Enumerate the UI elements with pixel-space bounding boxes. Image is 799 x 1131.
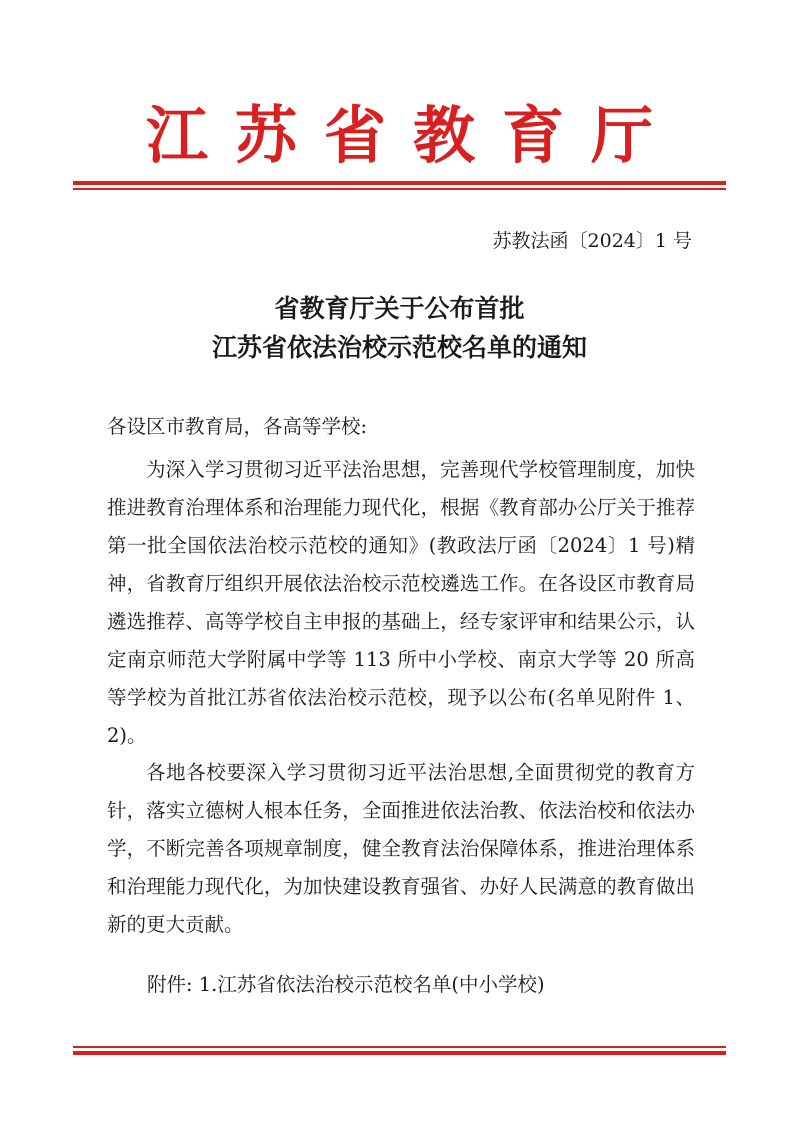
agency-masthead: 江苏省教育厅 <box>145 99 680 172</box>
document-number: 苏教法函〔2024〕1 号 <box>492 230 692 252</box>
footer-rule-thin <box>73 1046 726 1048</box>
salutation <box>107 408 695 446</box>
header-rule-thick <box>73 181 726 185</box>
footer-rule-thick <box>73 1051 726 1055</box>
paragraph-text: 为深入学习贯彻习近平法治思想，完善现代学校管理制度，加快推进教育治理体系和治理能力现代化，根据《教育部办公厅关于推荐第一批全国依法治校示范校的通知》(教政法厅函〔2024〕1 号)精神，省教育厅组织开展依法治校示范校遴选工作。在各设区市教育局遴选推荐、高等学校自主申报的基础上，经专家评审和结果公示，认定南京师范大学附属中学等 113 所中小学校、南京大学等 20 所高等学校为首批江苏省依法治校示范校，现予以公布(名单见附件 1、2)。 <box>107 458 695 747</box>
header-rule-thin <box>73 188 726 190</box>
document-title-line2: 江苏省依法治校示范校名单的通知 <box>211 333 587 362</box>
body-paragraph-2 <box>107 754 695 944</box>
document-title-line1: 省教育厅关于公布首批 <box>274 294 525 323</box>
body-paragraph-1 <box>107 451 695 755</box>
paragraph-text: 各地各校要深入学习贯彻习近平法治思想,全面贯彻党的教育方针，落实立德树人根本任务，全面推进依法治教、依法治校和依法办学，不断完善各项规章制度，健全教育法治保障体系，推进治理体系和治理能力现代化，为加快建设教育强省、办好人民满意的教育做出新的更大贡献。 <box>107 761 695 936</box>
attachment-line: 附件: 1.江苏省依法治校示范校名单(中小学校) <box>147 973 545 996</box>
salutation-text: 各设区市教育局，各高等学校: <box>107 415 368 438</box>
